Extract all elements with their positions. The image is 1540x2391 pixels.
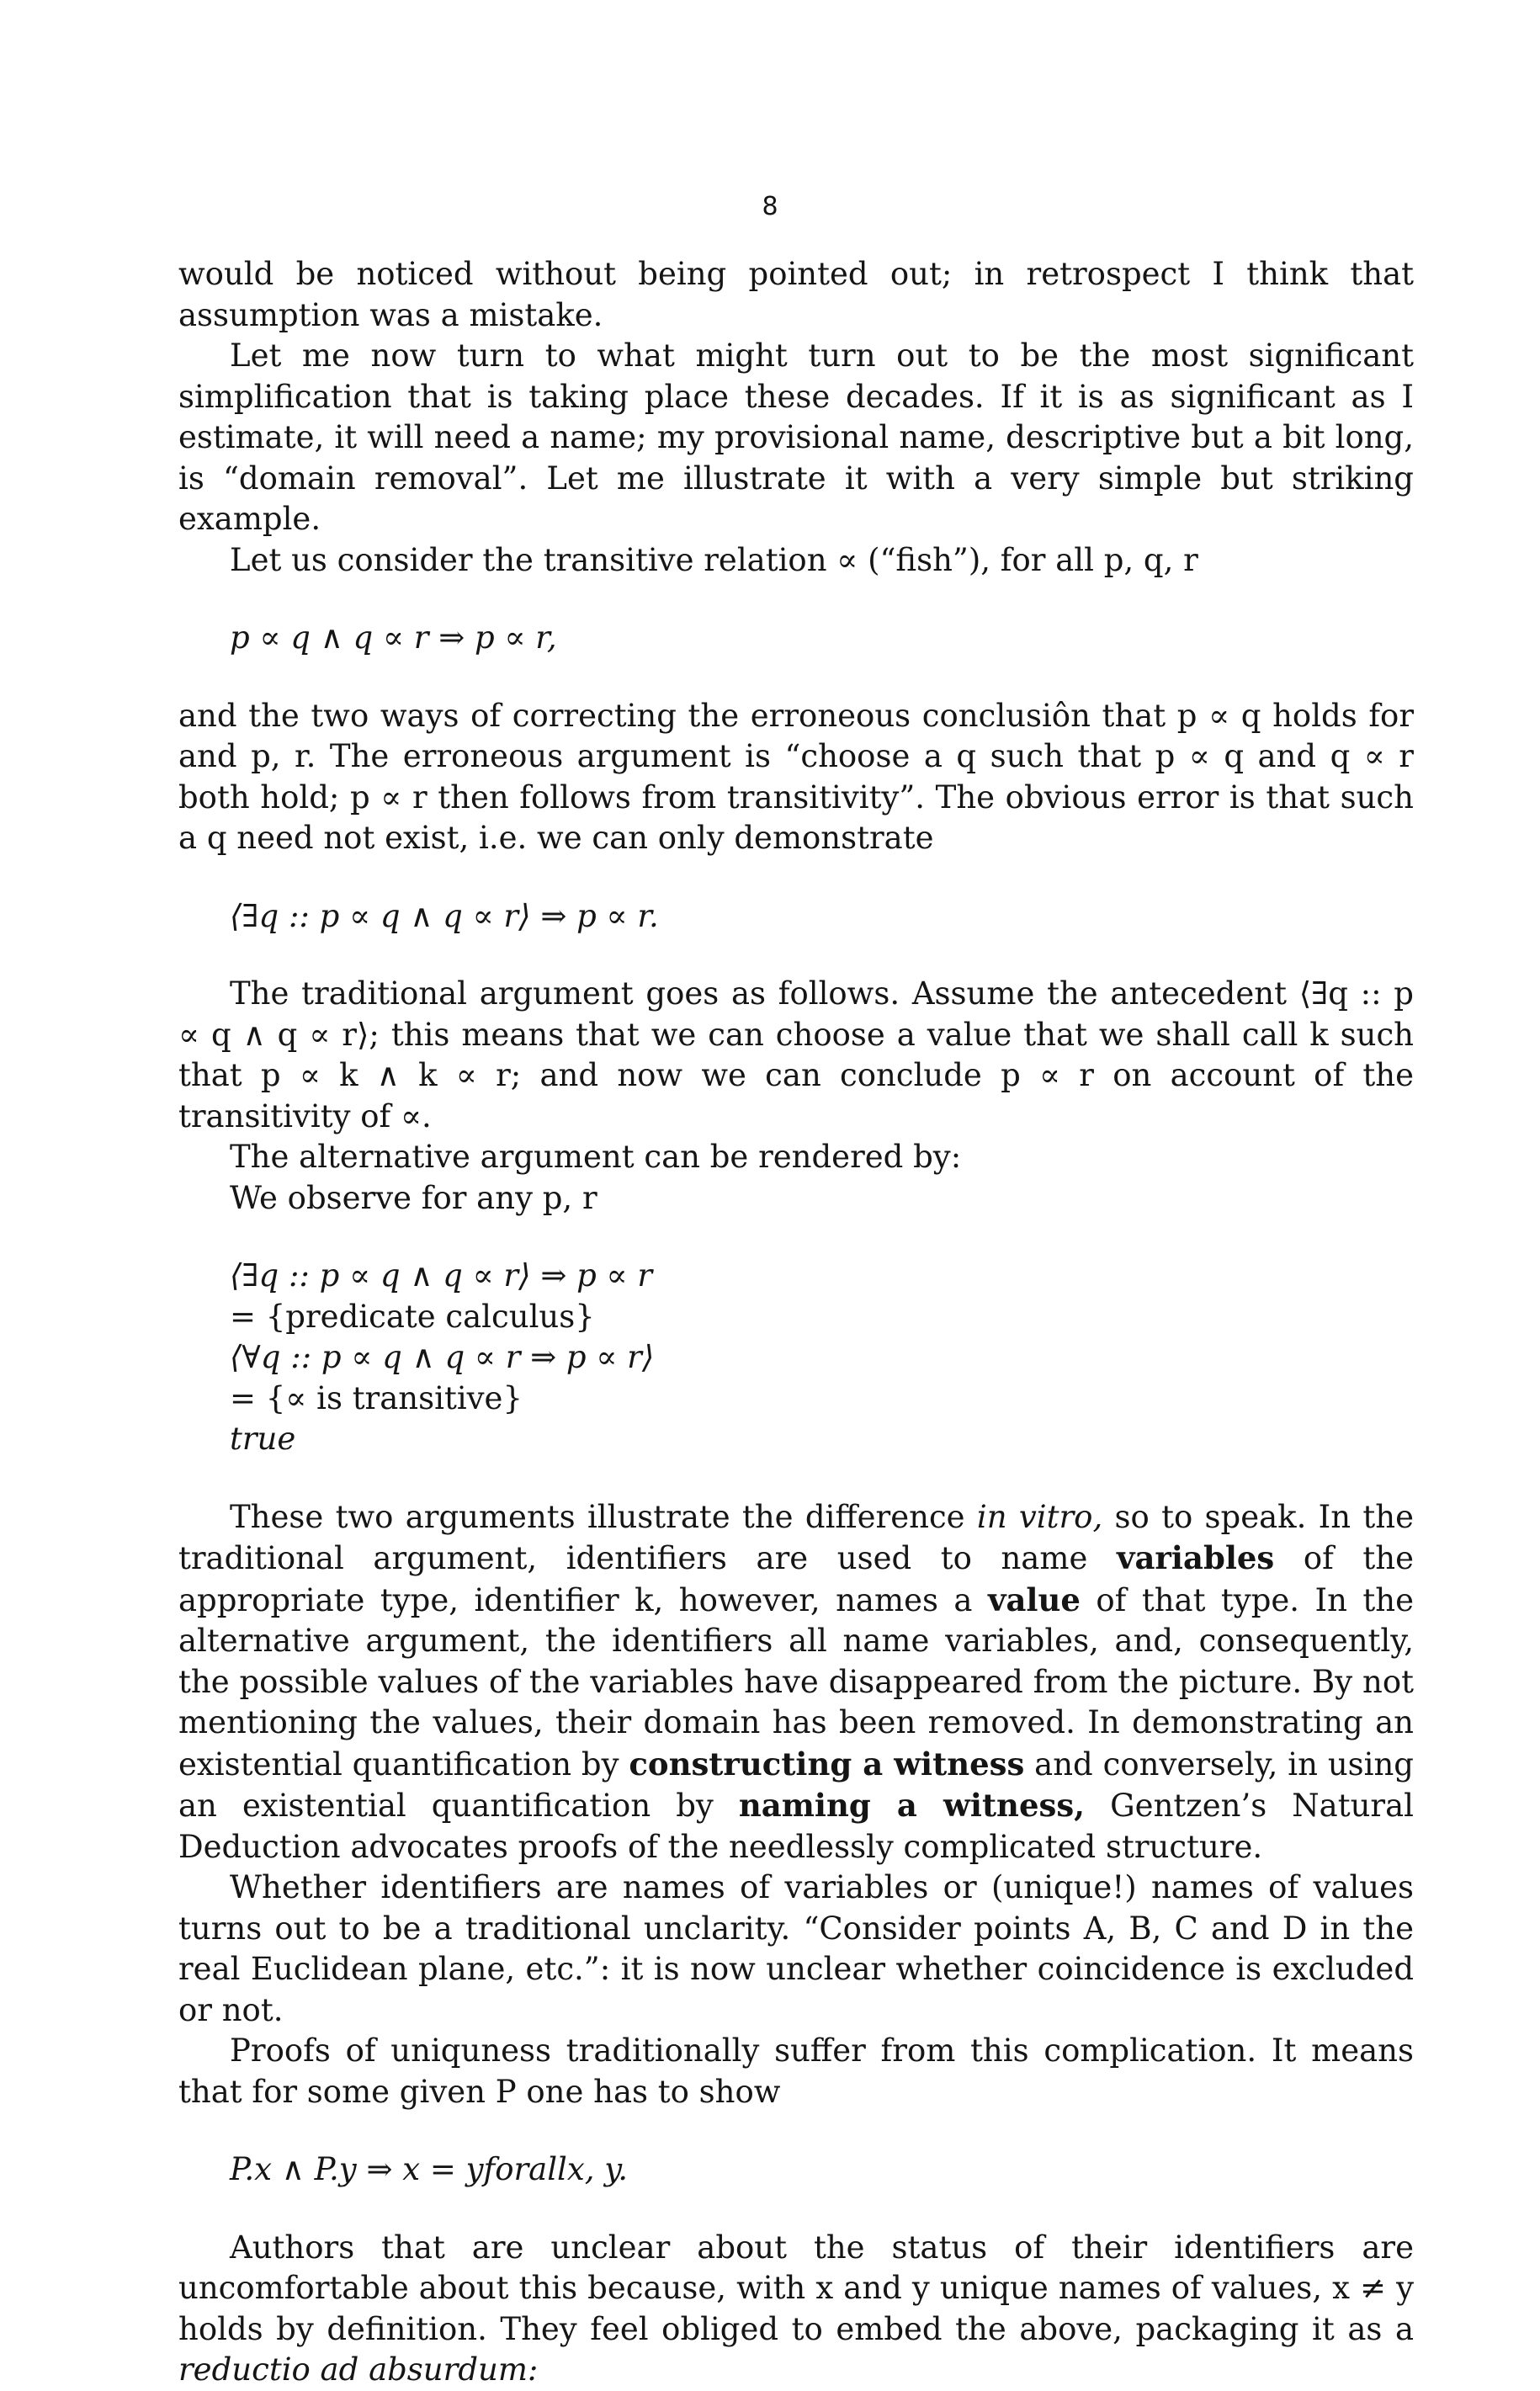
- paragraph-domain-removal: Let me now turn to what might turn out to be the most significant simplification that is taking place these decades. If it is as significant as I estimate, it will need a name; my provisional name, descriptive but a bit long, is “domain removal”. Let me illustrate it with a very simple but striking example.: [178, 337, 1414, 537]
- derivation: [230, 1256, 1414, 1460]
- derivation-line: ⟨∃q :: p ∝ q ∧ q ∝ r⟩ ⇒ p ∝ r: [230, 1257, 653, 1294]
- paragraph-in-vitro: These two arguments illustrate the difference in vitro, so to speak. In the traditional argument, identifiers are used to name variables of the appropriate type, identifier k, however, names a value of that type. In the alternative argument, the identifiers all name variables, and, consequently, the possible values of the variables have disappeared from the picture. By not mentioning the values, their domain has been removed. In demonstrating an existential quantification by constructing a witness and conversely, in using an existential quantification by naming a witness, Gentzen’s Natural Deduction advocates proofs of the needlessly complicated structure.: [178, 1498, 1415, 1865]
- derivation-line: ⟨∀q :: p ∝ q ∧ q ∝ r ⇒ p ∝ r⟩: [230, 1339, 655, 1375]
- paragraph-uniqueness: Proofs of uniquness traditionally suffer from this complication. It means that for some given P one has to show: [178, 2032, 1414, 2110]
- derivation-hint: = {∝ is transitive}: [230, 1379, 523, 1416]
- paragraph-traditional-argument: The traditional argument goes as follows. Assume the antecedent ⟨∃q :: p ∝ q ∧ q ∝ r⟩; this means that we can choose a value that we shall call k such that p ∝ k ∧ k ∝ r; and now we can conclude p ∝ r on account of the transitivity of ∝.: [178, 975, 1414, 1134]
- derivation-result: true: [230, 1421, 296, 1457]
- paragraph-erroneous-argument: and the two ways of correcting the erroneous conclusiôn that p ∝ q holds for and p, r. The erroneous argument is “choose a q such that p ∝ q and q ∝ r both hold; p ∝ r then follows from transitivity”. The obvious error is that such a q need not exist, i.e. we can only demonstrate: [178, 697, 1414, 856]
- paragraph-transitive-relation: Let us consider the transitive relation ∝ (“fish”), for all p, q, r: [230, 541, 1198, 578]
- formula-existential: ⟨∃q :: p ∝ q ∧ q ∝ r⟩ ⇒ p ∝ r.: [230, 897, 659, 934]
- derivation-hint: = {predicate calculus}: [230, 1298, 595, 1335]
- paragraph-observe: We observe for any p, r: [230, 1179, 597, 1216]
- formula-uniqueness: P.x ∧ P.y ⇒ x = yforallx, y.: [230, 2151, 629, 2187]
- page-body: [178, 254, 1414, 2391]
- page-number: 8: [762, 192, 778, 221]
- paragraph-continuation: would be noticed without being pointed out; in retrospect I think that assumption was a mistake.: [178, 256, 1414, 333]
- paragraph-unclarity: Whether identifiers are names of variables or (unique!) names of values turns out to be a traditional unclarity. “Consider points A, B, C and D in the real Euclidean plane, etc.”: it is now unclear whether coincidence is excluded or not.: [178, 1869, 1414, 2028]
- paragraph-reductio: Authors that are unclear about the status of their identifiers are uncomfortable about this because, with x and y unique names of values, x ≠ y holds by definition. They feel obliged to embed the above, packaging it as a reductio ad absurdum:: [178, 2229, 1414, 2388]
- formula-transitivity: p ∝ q ∧ q ∝ r ⇒ p ∝ r,: [230, 619, 557, 656]
- paragraph-alternative-argument: The alternative argument can be rendered by:: [230, 1139, 962, 1175]
